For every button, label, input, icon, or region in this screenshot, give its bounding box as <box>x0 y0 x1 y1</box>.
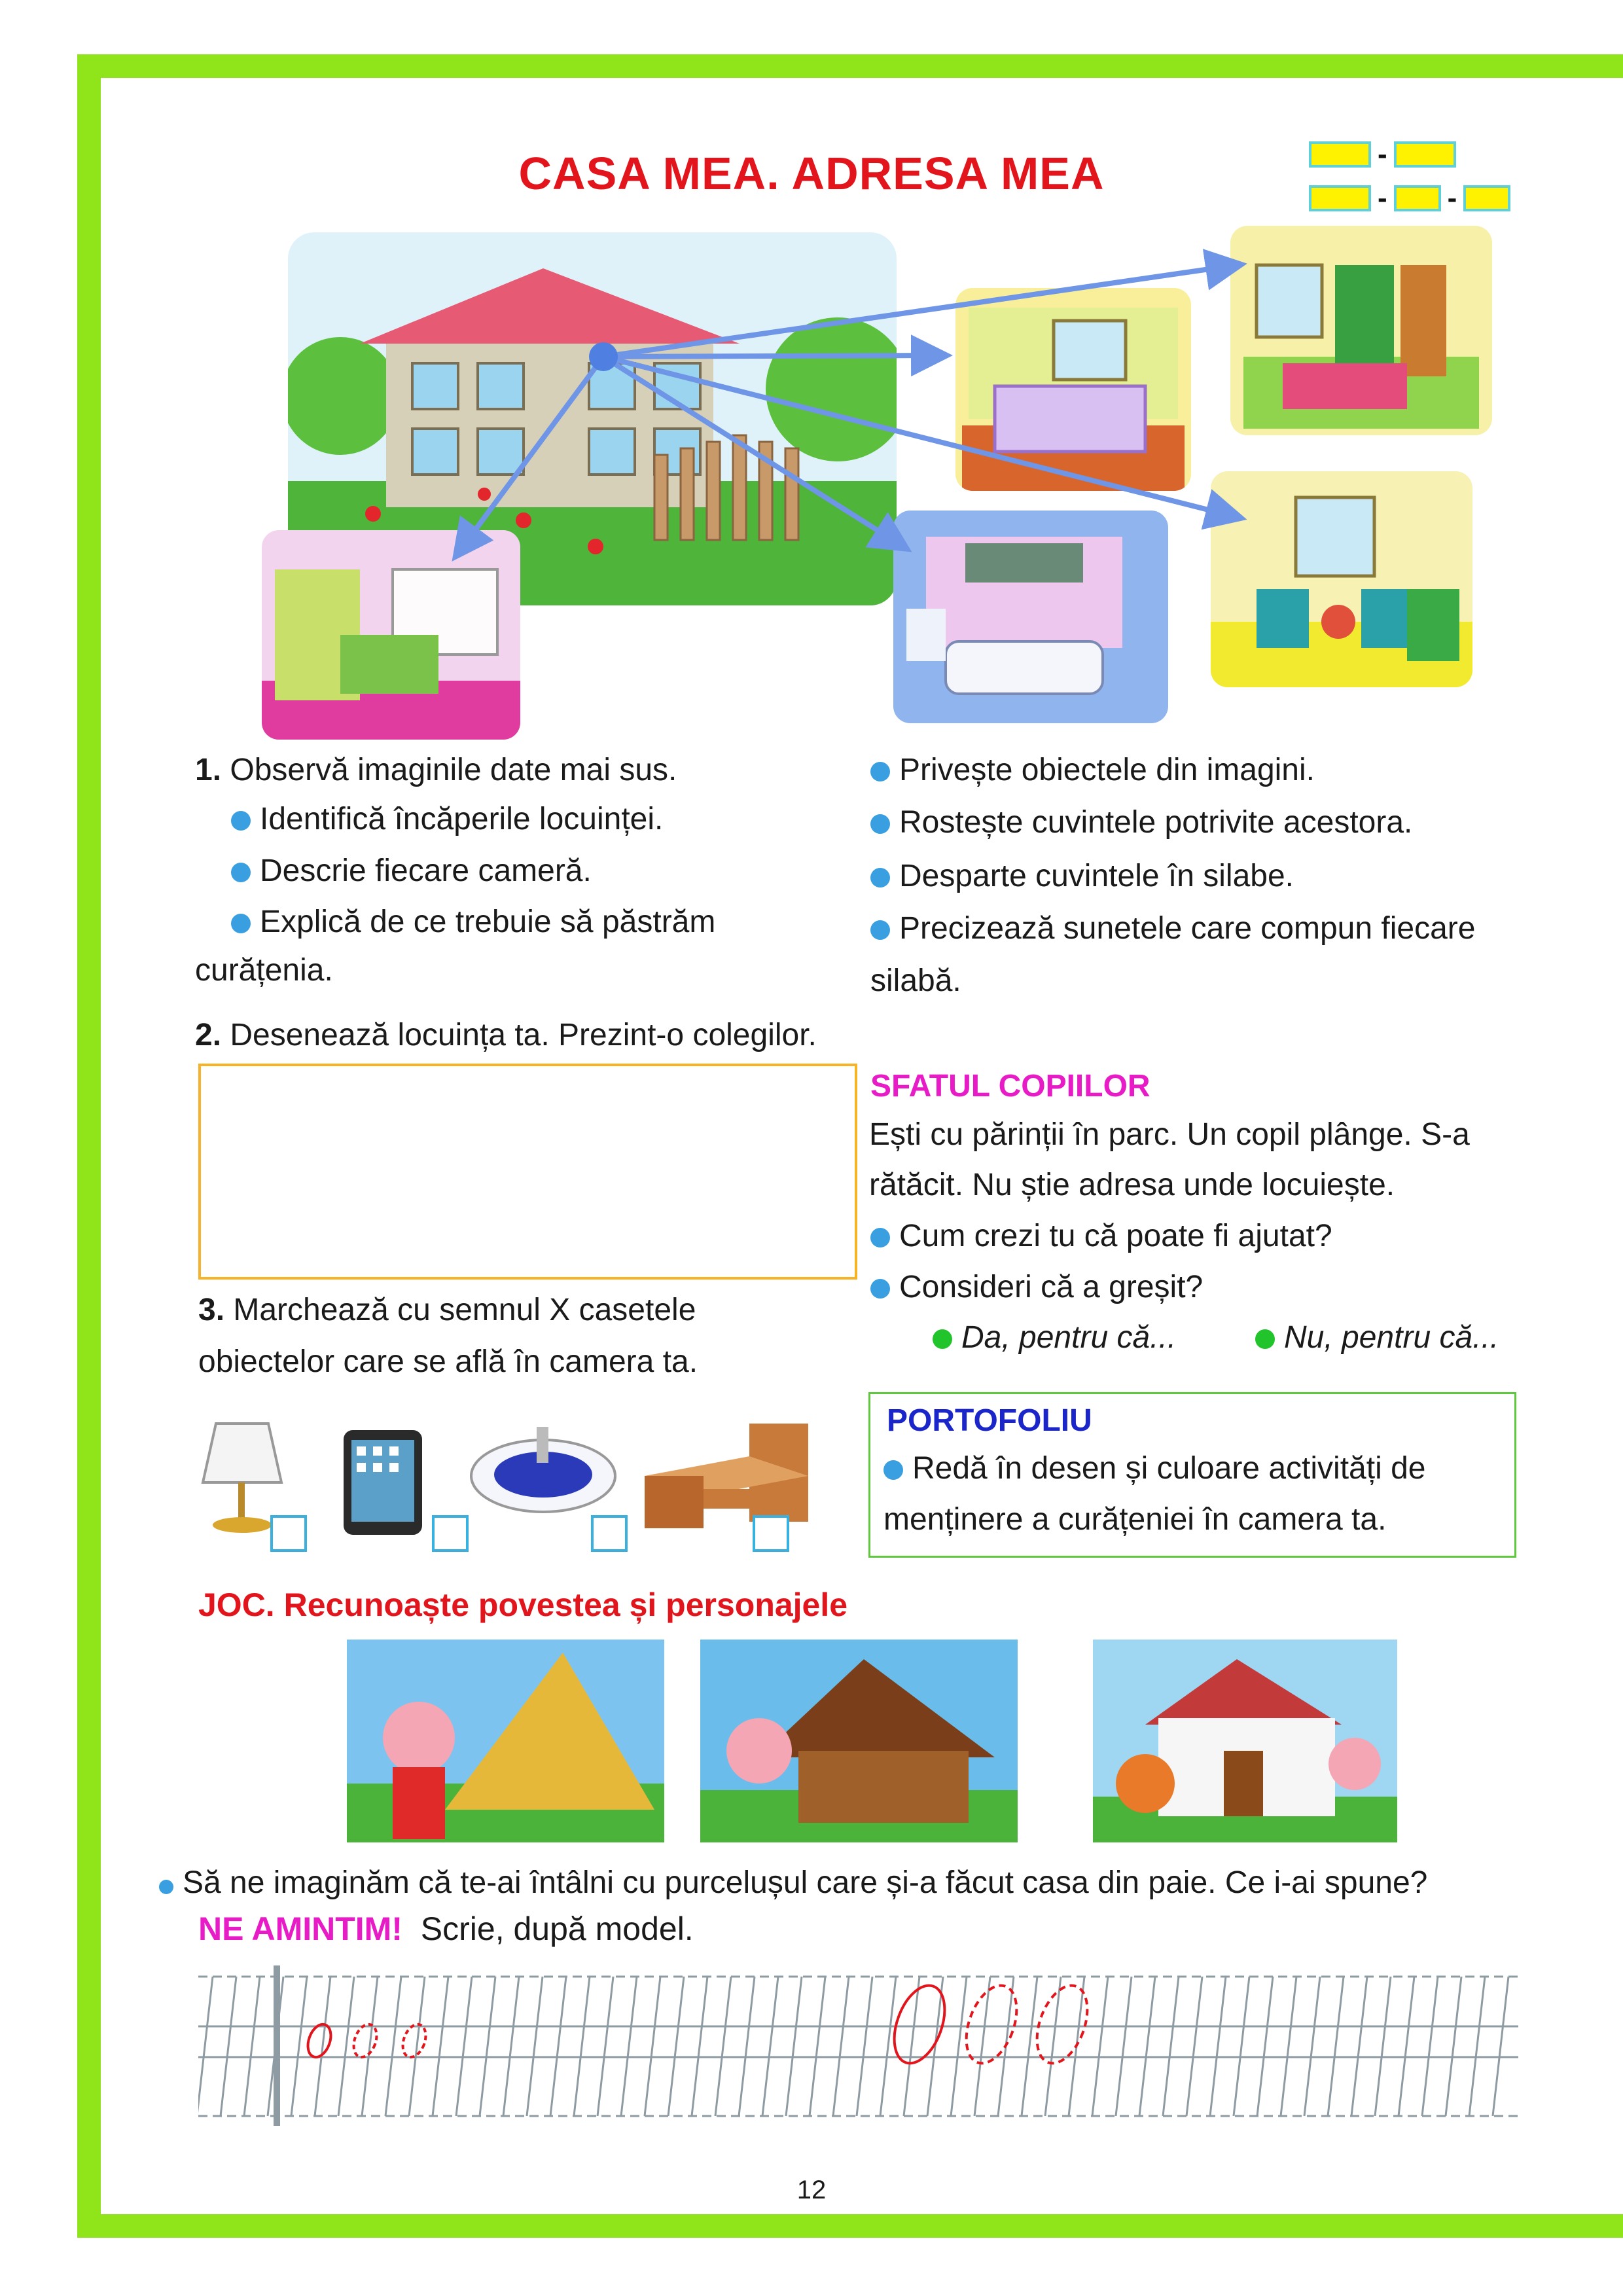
slant-guide-line <box>1257 1977 1273 2116</box>
room-arrows <box>0 0 1623 785</box>
portofoliu-line1-text: Redă în desen și culoare activități de <box>912 1451 1426 1486</box>
slant-guide-line <box>1116 1977 1132 2116</box>
amintim-instruction: Scrie, după model. <box>420 1910 694 1947</box>
straw-house-pig-image <box>347 1640 664 1842</box>
slant-guide-line <box>1092 1977 1108 2116</box>
slant-guide-line <box>1234 1977 1249 2116</box>
sfatul-question-text: Consideri că a greșit? <box>899 1270 1204 1304</box>
ex1-number: 1. <box>195 753 222 787</box>
arrow-to-living-room <box>603 357 1237 517</box>
slant-guide-line <box>480 1977 495 2116</box>
ex1-continuation: curățenia. <box>195 953 333 988</box>
wood-house-pig-image <box>700 1640 1018 1842</box>
slant-guide-line <box>221 1977 236 2116</box>
arrow-origin-dot <box>589 342 618 371</box>
portofoliu-line2: menținere a curățeniei în camera ta. <box>883 1502 1387 1537</box>
bullet-dot <box>231 863 251 882</box>
amintim-title: NE AMINTIM! <box>198 1910 402 1947</box>
right-bullet-2 <box>870 797 1412 848</box>
slant-guide-line <box>338 1977 354 2116</box>
slant-guide-line <box>1351 1977 1367 2116</box>
slant-guide-line <box>550 1977 566 2116</box>
bullet-dot <box>231 914 251 933</box>
slant-guide-line <box>1163 1977 1179 2116</box>
slant-guide-line <box>715 1977 731 2116</box>
slant-guide-line <box>645 1977 660 2116</box>
slant-guide-line <box>456 1977 472 2116</box>
slant-guide-line <box>857 1977 872 2116</box>
slant-guide-line <box>1304 1977 1320 2116</box>
slant-guide-line <box>244 1977 260 2116</box>
slant-guide-line <box>597 1977 613 2116</box>
bullet-dot <box>870 762 890 781</box>
ex2 <box>195 1010 817 1061</box>
drawing-box[interactable] <box>198 1064 857 1280</box>
sfatul-title: SFATUL COPIILOR <box>870 1069 1150 1103</box>
slant-guide-line <box>574 1977 590 2116</box>
right-continuation: silabă. <box>870 963 961 998</box>
arrow-to-kitchen <box>603 355 942 357</box>
bullet-dot-green <box>1255 1329 1275 1349</box>
sink-checkbox[interactable] <box>591 1515 628 1552</box>
right-bullet-1 <box>870 745 1315 796</box>
bullet-dot <box>870 1279 890 1299</box>
tablet-checkbox[interactable] <box>432 1515 469 1552</box>
joc-title: JOC. Recunoaște povestea și personajele <box>198 1587 848 1623</box>
slant-guide-line <box>692 1977 707 2116</box>
slant-guide-line <box>503 1977 519 2116</box>
tablet-icon <box>340 1427 425 1538</box>
right-bullet-text: Rostește cuvintele potrivite acestora. <box>899 805 1413 840</box>
page-frame-bottom <box>77 2214 1623 2238</box>
ex1-text: Observă imaginile date mai sus. <box>230 753 677 787</box>
ex1-bullet-text: Descrie fiecare cameră. <box>260 853 592 888</box>
portofoliu-line1 <box>883 1443 1425 1494</box>
slant-guide-line <box>668 1977 684 2116</box>
page-number: 12 <box>796 2176 827 2204</box>
right-bullet-3 <box>870 851 1294 902</box>
sfatul-question-text: Cum crezi tu că poate fi ajutat? <box>899 1219 1332 1253</box>
right-bullet-text: Privește obiectele din imagini. <box>899 753 1315 787</box>
imagine-line <box>159 1857 1427 1909</box>
slant-guide-line <box>1422 1977 1438 2116</box>
slant-guide-line <box>762 1977 778 2116</box>
arrow-to-kids-room <box>458 357 603 553</box>
handwriting-practice-lines[interactable] <box>198 1962 1518 2129</box>
syllable-dash: - <box>1378 182 1387 214</box>
right-bullet-4 <box>870 903 1475 954</box>
slant-guide-line <box>833 1977 849 2116</box>
ex2-text: Desenează locuința ta. Prezint-o colegilor. <box>230 1018 817 1052</box>
slant-guide-line <box>1186 1977 1202 2116</box>
sink-icon <box>468 1417 618 1515</box>
slant-guide-line <box>1375 1977 1391 2116</box>
page-title: CASA MEA. ADRESA MEA <box>518 148 1105 199</box>
slant-guide-line <box>1399 1977 1414 2116</box>
slant-guide-line <box>621 1977 637 2116</box>
bullet-dot <box>870 920 890 940</box>
option-yes-text: Da, pentru că... <box>961 1320 1177 1355</box>
ex1-bullet-1 <box>231 794 663 845</box>
bullet-dot <box>870 1228 890 1247</box>
sfatul-question-1 <box>870 1211 1332 1262</box>
slant-guide-line <box>385 1977 401 2116</box>
slant-guide-line <box>1328 1977 1344 2116</box>
imagine-text: Să ne imaginăm că te-ai întâlni cu purcelușul care și-a făcut casa din paie. Ce i-ai spune? <box>183 1865 1428 1900</box>
bullet-dot <box>870 868 890 888</box>
slant-guide-line <box>927 1977 943 2116</box>
slant-guide-line <box>1139 1977 1155 2116</box>
slant-guide-line <box>198 1977 213 2116</box>
ex2-number: 2. <box>195 1018 222 1052</box>
slant-guide-line <box>904 1977 919 2116</box>
sfatul-option-no <box>1255 1312 1499 1363</box>
right-bullet-text: Desparte cuvintele în silabe. <box>899 859 1294 893</box>
ex1-bullet-3 <box>231 897 715 948</box>
bullet-dot <box>883 1460 903 1480</box>
ex1-bullet-2 <box>231 846 592 897</box>
slant-guide-line <box>1469 1977 1485 2116</box>
bullet-dot <box>870 814 890 834</box>
slant-guide-line <box>880 1977 896 2116</box>
slant-guide-line <box>291 1977 307 2116</box>
slant-guide-line <box>527 1977 543 2116</box>
brick-house-pig-image <box>1093 1640 1397 1842</box>
ex1-main <box>195 745 677 796</box>
bullet-dot <box>231 811 251 831</box>
sfatul-option-yes <box>933 1312 1176 1363</box>
sfatul-line2: rătăcit. Nu știe adresa unde locuiește. <box>869 1168 1395 1202</box>
arrow-to-bathroom <box>603 357 903 547</box>
bullet-dot-green <box>933 1329 952 1349</box>
ex3-line1 <box>198 1285 696 1336</box>
sfatul-question-2 <box>870 1262 1203 1313</box>
slant-guide-line <box>739 1977 755 2116</box>
right-bullet-text: Precizează sunetele care compun fiecare <box>899 911 1476 946</box>
portofoliu-title: PORTOFOLIU <box>887 1403 1092 1438</box>
ex3-line2: obiectelor care se află în camera ta. <box>198 1344 698 1379</box>
slant-guide-line <box>1210 1977 1226 2116</box>
ex3-number: 3. <box>198 1293 225 1327</box>
slant-guide-line <box>1022 1977 1037 2116</box>
slant-guide-line <box>810 1977 825 2116</box>
bed-checkbox[interactable] <box>753 1515 789 1552</box>
margin-line <box>274 1965 280 2126</box>
sfatul-line1: Ești cu părinții în parc. Un copil plânge. S-a <box>869 1117 1470 1152</box>
ex1-bullet-text: Identifică încăperile locuinței. <box>260 802 664 836</box>
bullet-dot <box>159 1880 173 1894</box>
lamp-checkbox[interactable] <box>270 1515 307 1552</box>
slant-guide-line <box>433 1977 448 2116</box>
arrow-to-bedroom <box>603 265 1237 357</box>
slant-guide-line <box>951 1977 967 2116</box>
slant-guide-line <box>1493 1977 1508 2116</box>
slant-guide-line <box>1446 1977 1461 2116</box>
amintim-line <box>198 1910 694 1948</box>
syllable-dash: - <box>1378 138 1387 170</box>
slant-guide-line <box>1281 1977 1296 2116</box>
ex1-bullet-text: Explică de ce trebuie să păstrăm <box>260 905 716 939</box>
slant-guide-line <box>786 1977 802 2116</box>
option-no-text: Nu, pentru că... <box>1284 1320 1499 1355</box>
syllable-dash: - <box>1447 182 1457 214</box>
ex3-text: Marchează cu semnul X casetele <box>233 1293 696 1327</box>
